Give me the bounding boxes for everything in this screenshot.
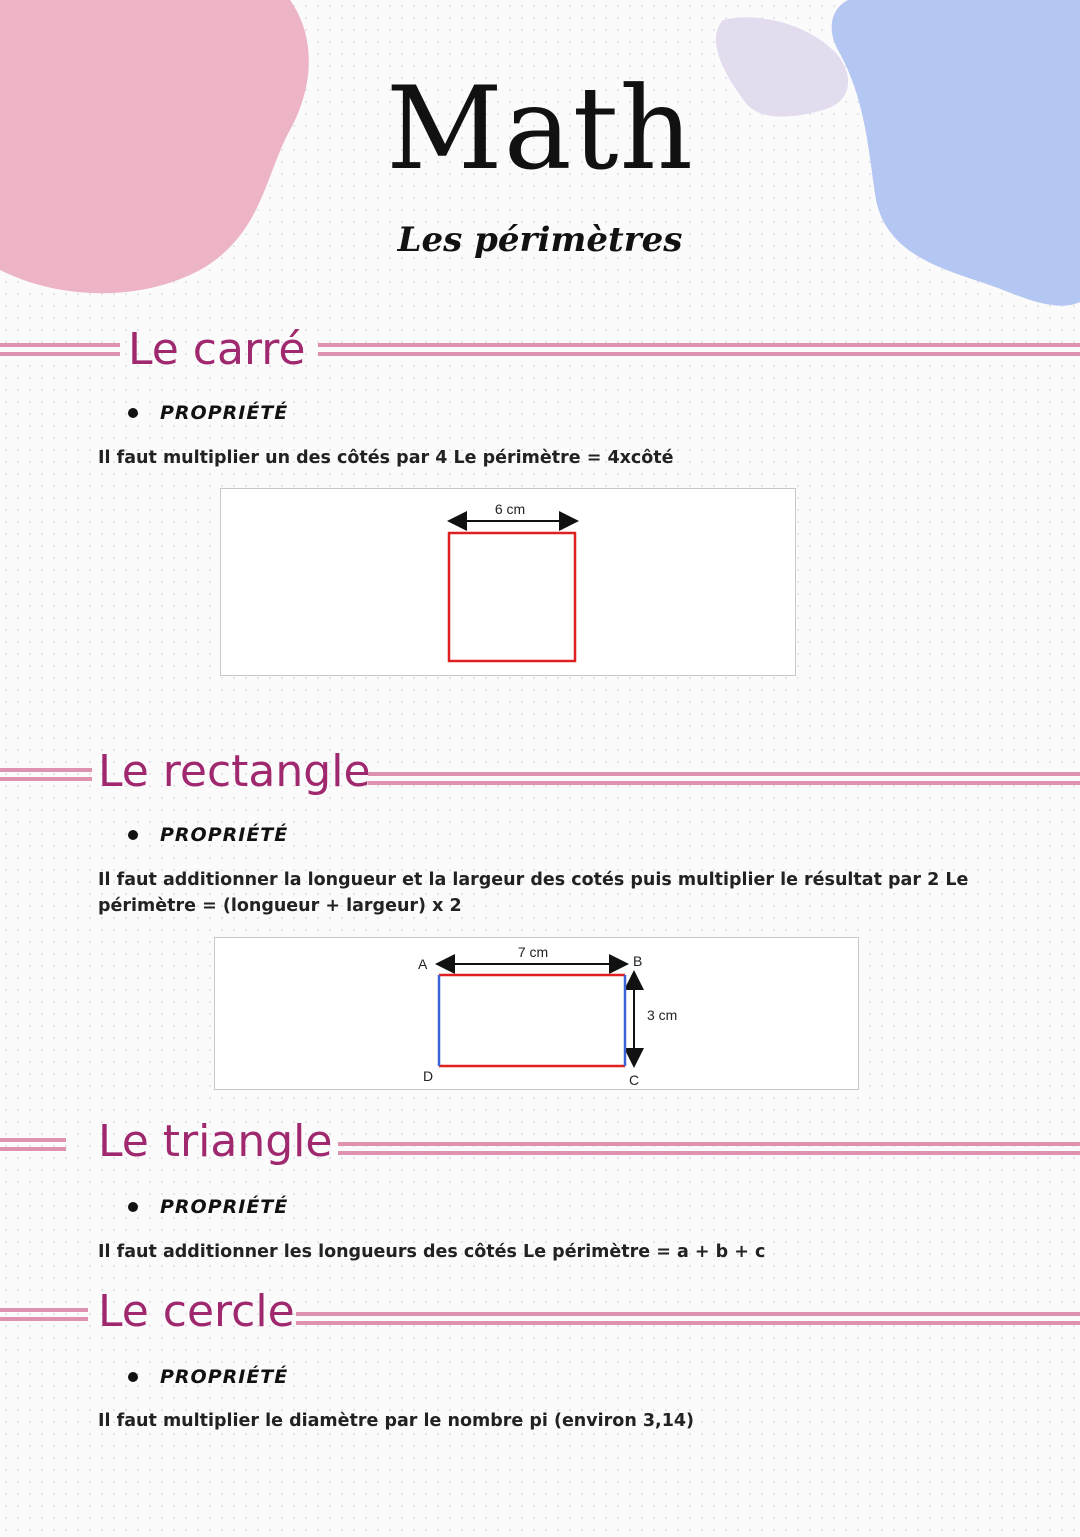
vertex-c-label: C <box>629 1072 640 1088</box>
property-label: PROPRIÉTÉ <box>160 402 289 424</box>
property-bullet <box>128 1196 288 1218</box>
section-heading-carre: Le carré <box>128 324 306 375</box>
bullet-dot <box>128 1372 138 1382</box>
vertex-d-label: D <box>423 1068 434 1084</box>
square-shape <box>449 533 575 661</box>
rectangle-figure <box>214 937 859 1090</box>
property-label: PROPRIÉTÉ <box>160 824 289 846</box>
vertex-b-label: B <box>633 953 643 969</box>
heading-rule-left <box>0 343 120 356</box>
heading-rule-left <box>0 1138 66 1151</box>
heading-rule-left <box>0 768 92 781</box>
property-label: PROPRIÉTÉ <box>160 1366 289 1388</box>
property-text: Il faut additionner les longueurs des côtés Le périmètre = a + b + c <box>98 1242 766 1262</box>
heading-rule-right <box>318 343 1080 356</box>
heading-rule-left <box>0 1308 88 1321</box>
square-diagram <box>221 489 795 675</box>
bullet-dot <box>128 1202 138 1212</box>
page-subtitle: Les périmètres <box>397 220 683 260</box>
bullet-dot <box>128 830 138 840</box>
length-label: 7 cm <box>517 944 549 960</box>
property-text: Il faut multiplier le diamètre par le nombre pi (environ 3,14) <box>98 1411 695 1431</box>
side-length-label: 6 cm <box>494 501 526 517</box>
heading-rule-right <box>296 1312 1080 1325</box>
property-text: Il faut additionner la longueur et la largeur des cotés puis multiplier le résultat par 2 Le périmètre = (longueur + largeur) x 2 <box>98 870 969 916</box>
property-bullet <box>128 402 288 424</box>
section-heading-rectangle: Le rectangle <box>98 746 371 797</box>
section-heading-cercle: Le cercle <box>98 1286 295 1337</box>
heading-rule-right <box>368 772 1080 785</box>
property-label: PROPRIÉTÉ <box>160 1196 289 1218</box>
property-bullet <box>128 824 288 846</box>
square-figure <box>220 488 796 676</box>
heading-rule-right <box>338 1142 1080 1155</box>
bullet-dot <box>128 408 138 418</box>
vertex-a-label: A <box>418 956 428 972</box>
section-heading-triangle: Le triangle <box>98 1116 333 1167</box>
page-title: Math <box>386 62 694 195</box>
rectangle-diagram <box>215 938 858 1089</box>
width-label: 3 cm <box>647 1007 678 1023</box>
property-text: Il faut multiplier un des côtés par 4 Le périmètre = 4xcôté <box>98 448 674 468</box>
property-bullet <box>128 1366 288 1388</box>
